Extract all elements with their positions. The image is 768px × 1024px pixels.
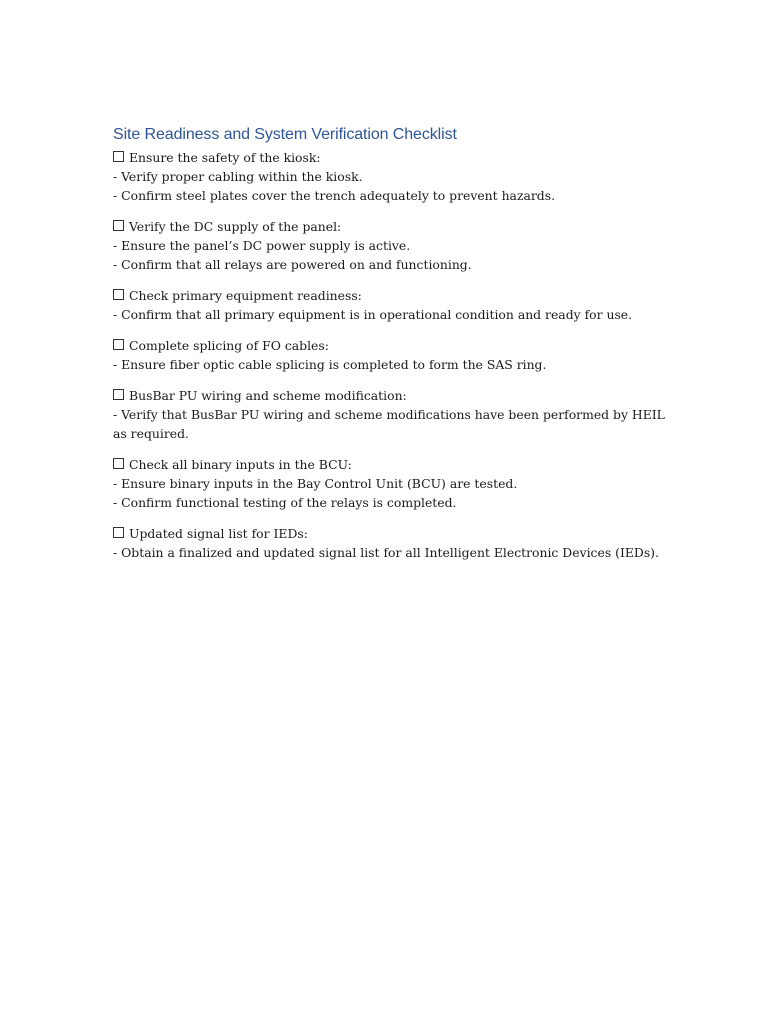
checklist-section-dc-supply [113, 217, 673, 274]
checklist-section-safety [113, 148, 673, 205]
checklist-heading [113, 336, 673, 355]
checklist-item: - Ensure fiber optic cable splicing is completed to form the SAS ring. [113, 357, 547, 372]
checklist-heading [113, 386, 673, 405]
checklist-item: - Confirm that all primary equipment is in operational condition and ready for use. [113, 307, 633, 322]
checklist-section-binary-inputs [113, 455, 673, 512]
checklist-heading-text: Updated signal list for IEDs: [129, 526, 308, 541]
checklist-section-fo-splicing [113, 336, 673, 374]
checklist-heading-text: Check primary equipment readiness: [129, 288, 362, 303]
checklist-item: - Obtain a finalized and updated signal list for all Intelligent Electronic Devices (IEDs). [113, 545, 659, 560]
checklist-item: - Confirm that all relays are powered on and functioning. [113, 257, 472, 272]
checklist-heading-text: Check all binary inputs in the BCU: [129, 457, 352, 472]
checkbox-icon[interactable] [113, 527, 124, 538]
checkbox-icon[interactable] [113, 289, 124, 300]
checklist-item: - Confirm steel plates cover the trench adequately to prevent hazards. [113, 188, 556, 203]
checklist-heading [113, 286, 673, 305]
checklist-heading-text: Ensure the safety of the kiosk: [129, 150, 321, 165]
checklist-heading [113, 148, 673, 167]
checklist-item: - Verify proper cabling within the kiosk. [113, 169, 363, 184]
checkbox-icon[interactable] [113, 220, 124, 231]
checklist-section-busbar-wiring [113, 386, 673, 443]
checklist-item: - Confirm functional testing of the relays is completed. [113, 495, 457, 510]
checklist-heading [113, 455, 673, 474]
checklist-heading [113, 524, 673, 543]
checkbox-icon[interactable] [113, 339, 124, 350]
checklist-heading-text: Verify the DC supply of the panel: [129, 219, 342, 234]
checklist-item: - Verify that BusBar PU wiring and scheme modifications have been performed by HEIL as required. [113, 407, 665, 441]
checklist-item: - Ensure the panel’s DC power supply is active. [113, 238, 411, 253]
checkbox-icon[interactable] [113, 389, 124, 400]
checklist-heading [113, 217, 673, 236]
checklist-section-primary-equipment [113, 286, 673, 324]
document-page [113, 124, 673, 574]
checklist-section-signal-list [113, 524, 673, 562]
checklist-heading-text: Complete splicing of FO cables: [129, 338, 329, 353]
checklist-item: - Ensure binary inputs in the Bay Control Unit (BCU) are tested. [113, 476, 518, 491]
checklist-heading-text: BusBar PU wiring and scheme modification: [129, 388, 407, 403]
checkbox-icon[interactable] [113, 458, 124, 469]
document-title: Site Readiness and System Verification Checklist [113, 126, 457, 143]
checkbox-icon[interactable] [113, 151, 124, 162]
